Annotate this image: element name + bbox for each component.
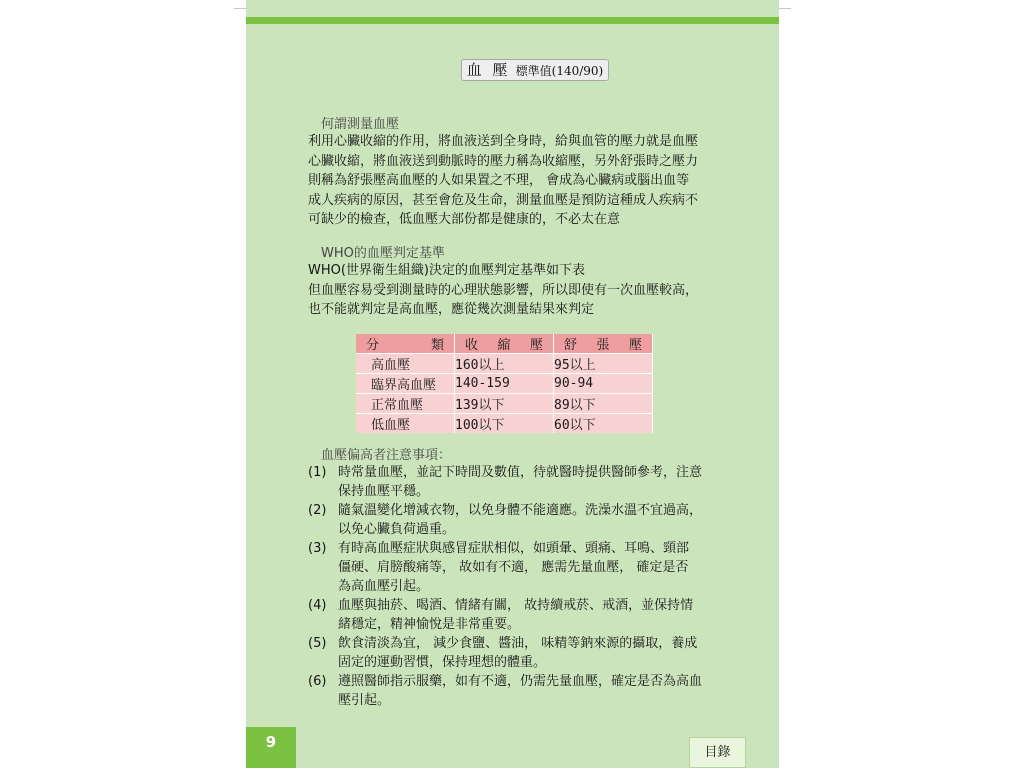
table-header-row — [356, 334, 653, 354]
section-heading-precautions: 血壓偏高者注意事項： — [321, 448, 452, 463]
cell-category: 臨界高血壓 — [356, 374, 455, 394]
header-category: 分 類 — [356, 334, 455, 354]
text-line: 緒穩定，精神愉悅是非常重要。 — [338, 617, 521, 632]
section-heading-what-is-bp: 何謂測量血壓 — [321, 117, 400, 132]
list-item — [308, 463, 753, 501]
section-heading-who-standard: WHO的血壓判定基準 — [321, 246, 445, 261]
text-line: 遵照醫師指示服藥，如有不適，仍需先量血壓，確定是否為高血 — [338, 674, 703, 689]
text-line: 可缺少的檢查，低血壓大部份都是健康的，不必太在意 — [308, 212, 621, 227]
list-item-number: (2) — [308, 503, 327, 518]
cell-systolic: 100以下 — [455, 414, 554, 434]
list-item-number: (1) — [308, 465, 327, 480]
text-line: 為高血壓引起。 — [338, 579, 430, 594]
text-line: 利用心臟收縮的作用，將血液送到全身時，給與血管的壓力就是血壓 — [308, 134, 699, 149]
list-item-number: (4) — [308, 598, 327, 613]
title-main: 血 壓 — [466, 61, 511, 79]
text-line: 隨氣溫變化增減衣物，以免身體不能適應。洗澡水溫不宜過高， — [338, 503, 703, 518]
text-line: 成人疾病的原因，甚至會危及生命，測量血壓是預防這種成人疾病不 — [308, 192, 699, 208]
text-line: 僵硬、肩膀酸痛等， 故如有不適， 應需先量血壓， 確定是否 — [338, 560, 689, 575]
table-row — [356, 374, 653, 394]
list-item-number: (5) — [308, 636, 327, 651]
text-line: 有時高血壓症狀與感冒症狀相似，如頭暈、頭痛、耳鳴、頸部 — [338, 541, 690, 556]
section-body-who-standard — [308, 261, 748, 320]
table-of-contents-button[interactable]: 目錄 — [689, 737, 746, 768]
cell-diastolic: 89以下 — [554, 394, 653, 414]
text-line: 保持血壓平穩。 — [338, 484, 430, 499]
text-line: 以免心臟負荷過重。 — [338, 522, 456, 537]
list-item — [308, 634, 753, 672]
list-item-number: (6) — [308, 674, 327, 689]
text-line: 也不能就判定是高血壓，應從幾次測量結果來判定 — [308, 302, 595, 317]
list-item-number: (3) — [308, 541, 327, 556]
cell-category: 高血壓 — [356, 354, 455, 374]
cell-systolic: 140-159 — [455, 374, 554, 394]
list-item — [308, 672, 753, 710]
text-line: 固定的運動習慣，保持理想的體重。 — [338, 655, 547, 670]
text-line: 飲食清淡為宜， 減少食鹽、醬油， 味精等鈉來源的攝取，養成 — [338, 636, 698, 651]
text-line: 時常量血壓，並記下時間及數值，待就醫時提供醫師參考，注意 — [338, 465, 703, 480]
cell-category: 正常血壓 — [356, 394, 455, 414]
table-row — [356, 354, 653, 374]
document-page — [246, 0, 779, 768]
page-number: 9 — [246, 727, 296, 768]
cell-diastolic: 60以下 — [554, 414, 653, 434]
top-accent-bar — [246, 17, 779, 24]
cell-diastolic: 95以上 — [554, 354, 653, 374]
text-line: 心臟收縮，將血液送到動脈時的壓力稱為收縮壓，另外舒張時之壓力 — [308, 153, 699, 169]
list-item — [308, 501, 753, 539]
text-line: 但血壓容易受到測量時的心理狀態影響，所以即使有一次血壓較高， — [308, 282, 699, 298]
text-line: 則稱為舒張壓高血壓的人如果置之不理， 會成為心臟病或腦出血等 — [308, 173, 690, 188]
header-systolic: 收 縮 壓 — [455, 334, 554, 354]
section-body-what-is-bp — [308, 132, 748, 230]
table-row — [356, 414, 653, 434]
header-diastolic: 舒 張 壓 — [554, 334, 653, 354]
cell-diastolic: 90-94 — [554, 374, 653, 394]
title-sub: 標準值(140/90) — [515, 64, 604, 78]
cell-systolic: 160以上 — [455, 354, 554, 374]
text-line: 壓引起。 — [338, 693, 391, 708]
cell-category: 低血壓 — [356, 414, 455, 434]
text-line: WHO(世界衛生組織)決定的血壓判定基準如下表 — [308, 263, 586, 278]
bp-classification-table — [356, 334, 653, 433]
cell-systolic: 139以下 — [455, 394, 554, 414]
list-item — [308, 539, 753, 596]
precautions-list — [308, 463, 753, 710]
page-title — [461, 59, 609, 81]
table-row — [356, 394, 653, 414]
text-line: 血壓與抽菸、喝酒、情緒有關， 故持續戒菸、戒酒，並保持情 — [338, 598, 694, 613]
list-item — [308, 596, 753, 634]
